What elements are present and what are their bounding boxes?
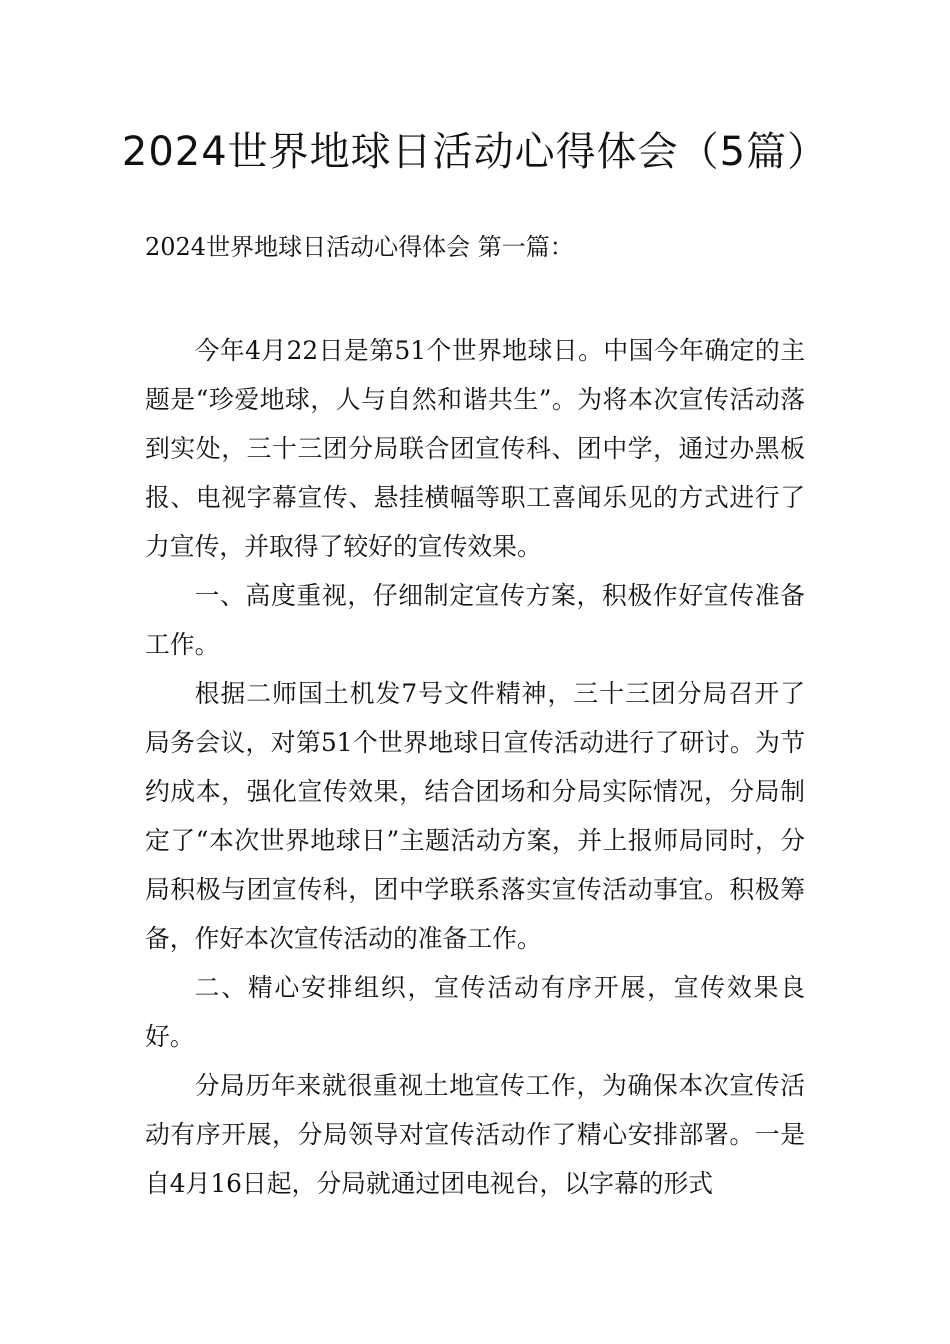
paragraph-heading-two: 二、精心安排组织，宣传活动有序开展，宣传效果良好。 [145,973,805,1051]
paragraph-heading-one: 一、高度重视，仔细制定宣传方案，积极作好宣传准备工作。 [145,581,805,659]
section-heading: 2024世界地球日活动心得体会 第一篇： [145,233,574,261]
paragraph-arrangement: 分局历年来就很重视土地宣传工作，为确保本次宣传活动有序开展，分局领导对宣传活动作了精心安排部署。一是自4月16日起，分局就通过团电视台，以字幕的形式 [145,1071,805,1198]
paragraph-preparation: 根据二师国土机发7号文件精神，三十三团分局召开了局务会议，对第51个世界地球日宣传活动进行了研讨。为节约成本，强化宣传效果，结合团场和分局实际情况，分局制定了“本次世界地球日”主题活动方案，并上报师局同时，分局积极与团宣传科，团中学联系落实宣传活动事宜。积极筹备，作好本次宣传活动的准备工作。 [145,679,805,953]
document-title: 2024世界地球日活动心得体会（5篇） [121,129,829,175]
document-body [145,326,805,1208]
paragraph-intro: 今年4月22日是第51个世界地球日。中国今年确定的主题是“珍爱地球，人与自然和谐共生”。为将本次宣传活动落到实处，三十三团分局联合团宣传科、团中学，通过办黑板报、电视字幕宣传、悬挂横幅等职工喜闻乐见的方式进行了力宣传，并取得了较好的宣传效果。 [145,336,805,561]
